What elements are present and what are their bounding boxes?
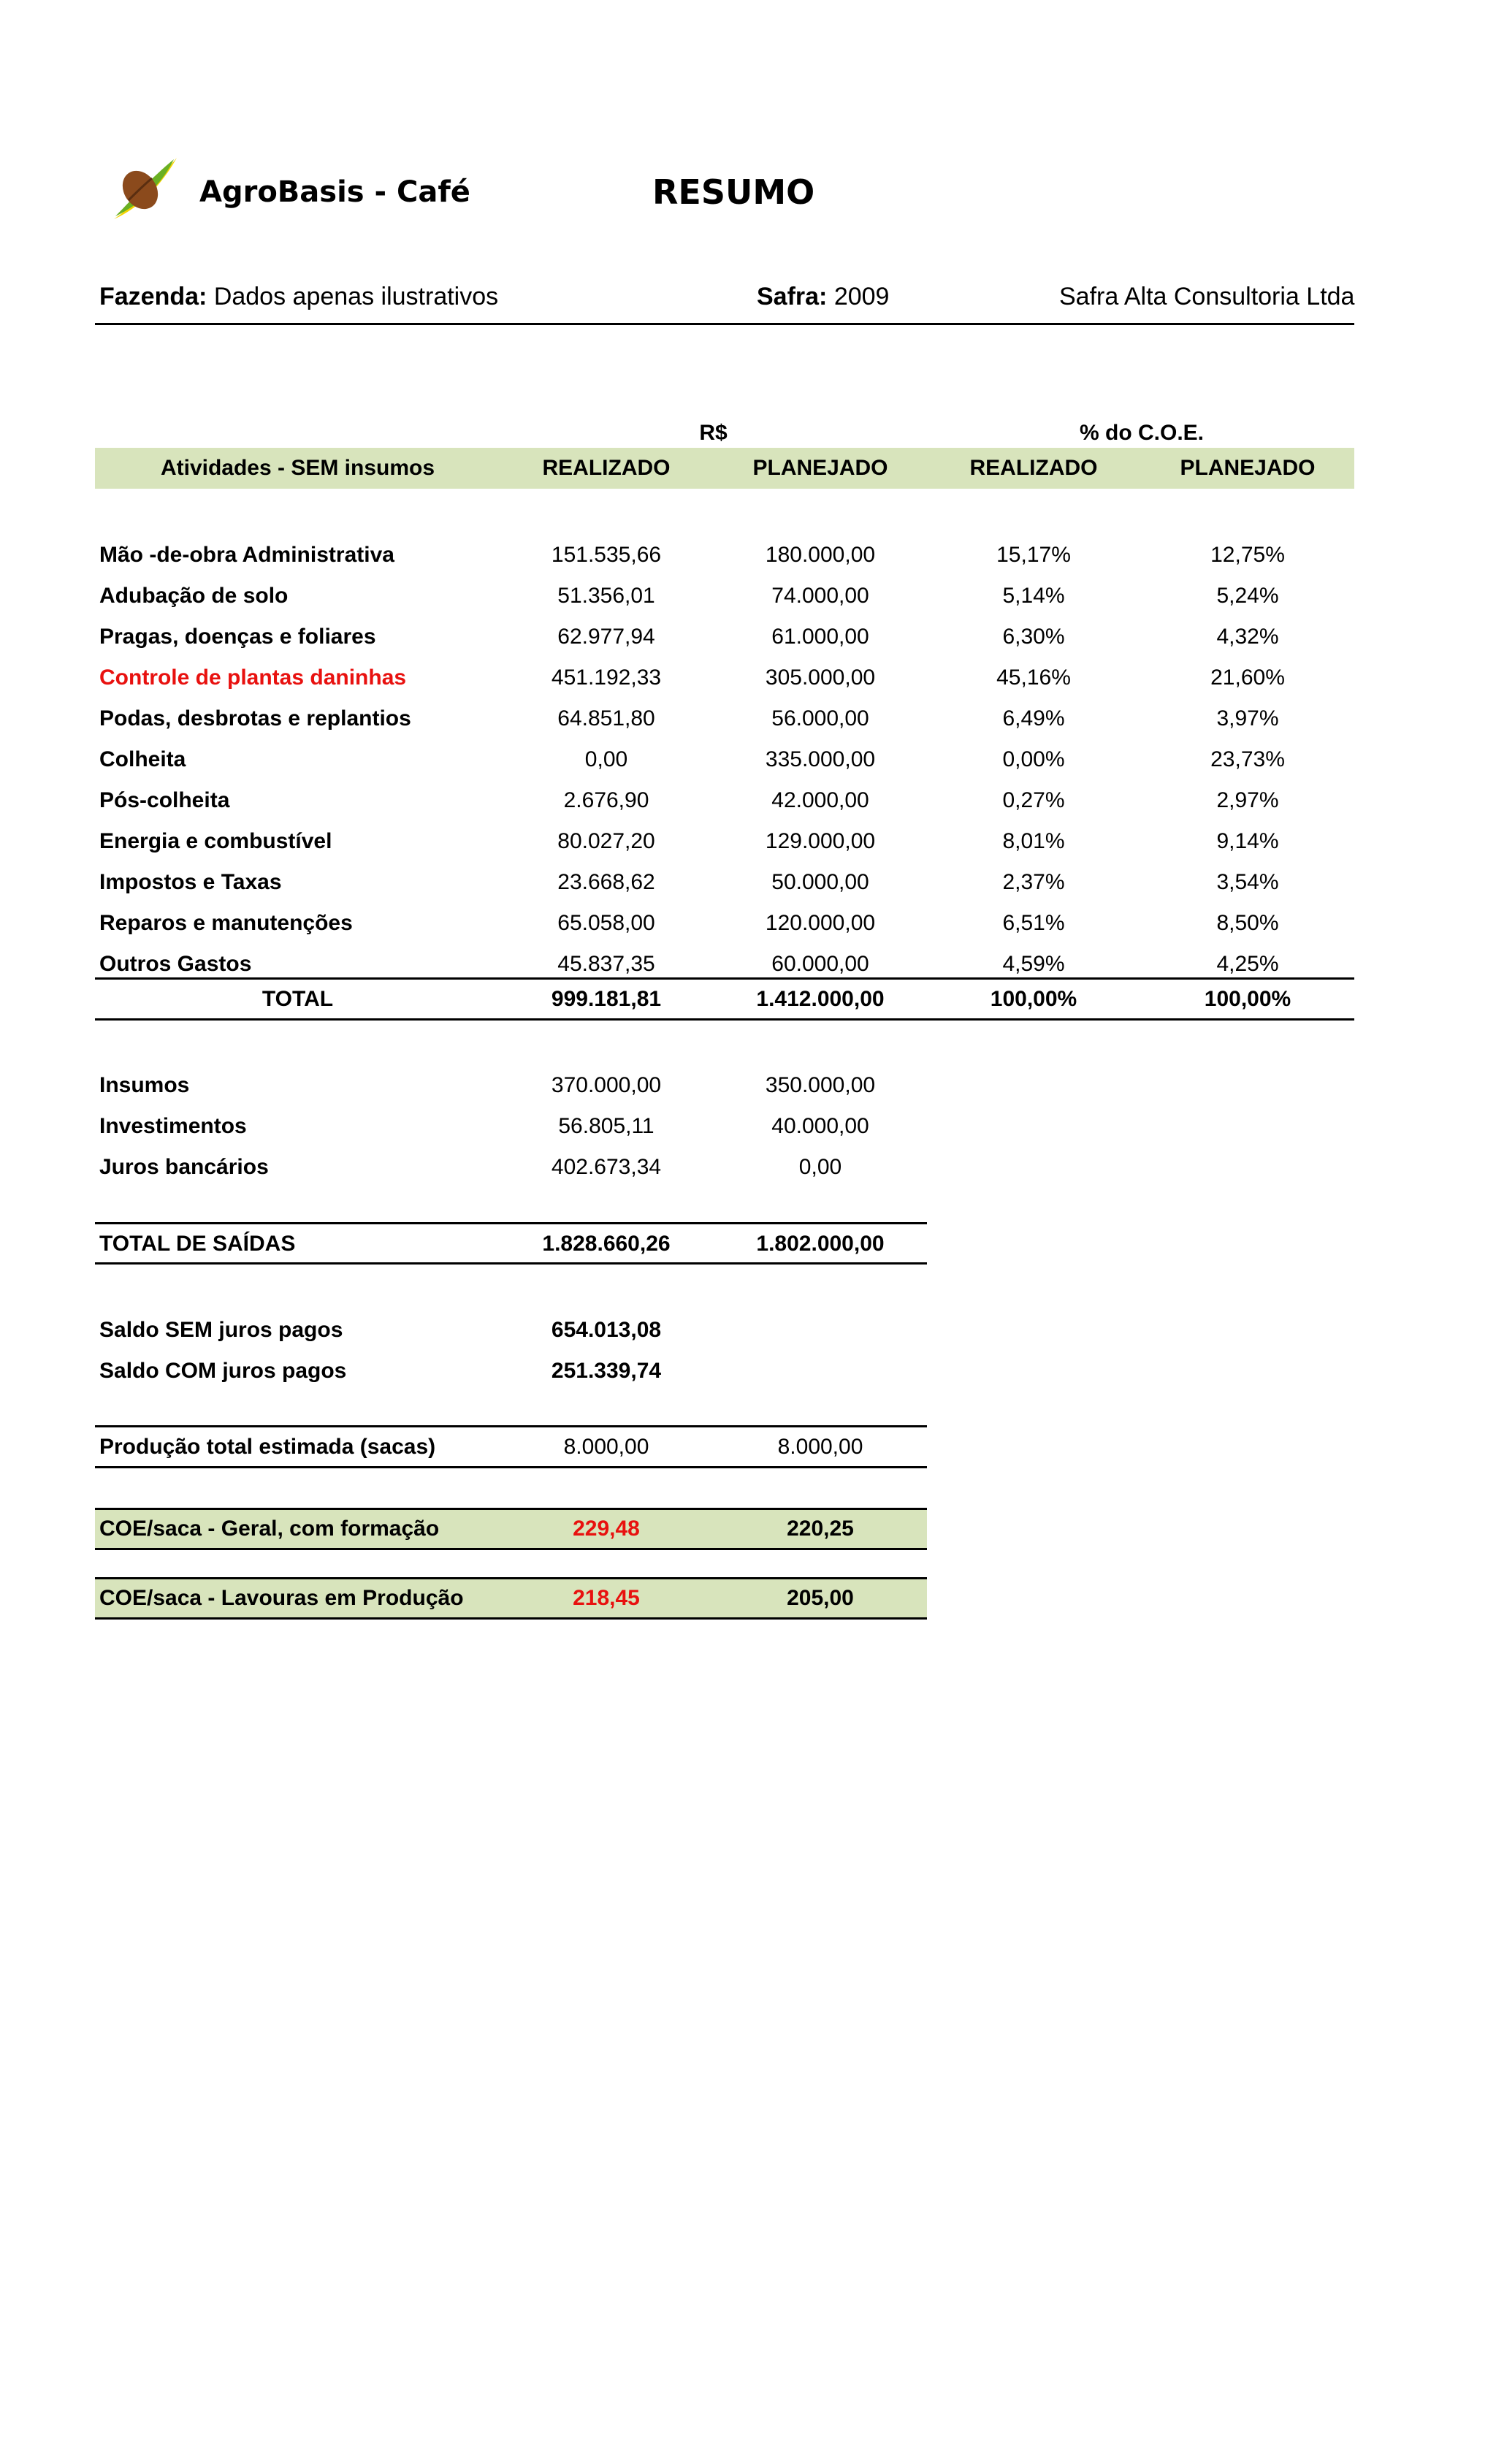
safra-field — [757, 283, 889, 311]
coe-lavouras-planejado: 205,00 — [787, 1586, 854, 1610]
fazenda-field — [99, 283, 498, 311]
row-pct-planejado: 12,75% — [1210, 543, 1285, 567]
row-pct-realizado: 0,00% — [1002, 747, 1065, 771]
group-rs-header: R$ — [699, 421, 728, 445]
row-label: Outros Gastos — [99, 952, 252, 976]
producao-top-line — [95, 1425, 927, 1427]
row-pct-realizado: 6,30% — [1002, 625, 1065, 649]
row-pct-planejado: 4,25% — [1216, 952, 1279, 976]
row-planejado: 129.000,00 — [765, 829, 876, 853]
other-planejado: 40.000,00 — [771, 1114, 869, 1138]
coe-geral-planejado: 220,25 — [787, 1517, 854, 1541]
row-pct-planejado: 3,54% — [1216, 870, 1279, 894]
row-realizado: 45.837,35 — [557, 952, 655, 976]
row-label: Reparos e manutenções — [99, 911, 353, 935]
coe-lavouras-top-line — [95, 1577, 927, 1579]
header-divider — [95, 323, 1354, 325]
total-label: TOTAL — [262, 987, 334, 1011]
row-realizado: 80.027,20 — [557, 829, 655, 853]
row-label: Mão -de-obra Administrativa — [99, 543, 394, 567]
row-realizado: 62.977,94 — [557, 625, 655, 649]
other-label: Juros bancários — [99, 1155, 269, 1179]
other-realizado: 56.805,11 — [558, 1114, 654, 1138]
row-pct-realizado: 5,14% — [1002, 584, 1065, 608]
total-realizado: 999.181,81 — [551, 987, 662, 1011]
row-label: Impostos e Taxas — [99, 870, 282, 894]
col-pct-realizado-header: REALIZADO — [969, 456, 1098, 480]
row-pct-realizado: 0,27% — [1002, 788, 1065, 812]
producao-label: Produção total estimada (sacas) — [99, 1435, 436, 1459]
row-pct-planejado: 5,24% — [1216, 584, 1279, 608]
other-realizado: 402.673,34 — [551, 1155, 662, 1179]
col-activity-header: Atividades - SEM insumos — [160, 456, 435, 480]
col-realizado-header: REALIZADO — [542, 456, 671, 480]
row-realizado: 451.192,33 — [551, 665, 662, 690]
other-label: Investimentos — [99, 1114, 247, 1138]
row-planejado: 305.000,00 — [765, 665, 876, 690]
other-planejado: 0,00 — [798, 1155, 842, 1179]
page-title: RESUMO — [652, 172, 815, 212]
total-saidas-realizado: 1.828.660,26 — [542, 1232, 671, 1256]
row-pct-realizado: 6,49% — [1002, 706, 1065, 731]
row-label: Energia e combustível — [99, 829, 332, 853]
row-pct-realizado: 15,17% — [996, 543, 1071, 567]
row-pct-realizado: 45,16% — [996, 665, 1071, 690]
group-pct-header: % do C.O.E. — [1079, 421, 1204, 445]
coe-lavouras-label: COE/saca - Lavouras em Produção — [99, 1586, 464, 1610]
row-label: Podas, desbrotas e replantios — [99, 706, 411, 731]
row-pct-planejado: 23,73% — [1210, 747, 1285, 771]
row-pct-realizado: 6,51% — [1002, 911, 1065, 935]
row-planejado: 180.000,00 — [765, 543, 876, 567]
brand-name: AgroBasis - Café — [199, 175, 470, 209]
row-realizado: 151.535,66 — [551, 543, 662, 567]
safra-label: Safra: — [757, 283, 828, 310]
other-label: Insumos — [99, 1073, 190, 1097]
row-realizado: 64.851,80 — [557, 706, 655, 731]
coe-geral-realizado: 229,48 — [573, 1517, 640, 1541]
row-pct-realizado: 2,37% — [1002, 870, 1065, 894]
row-label-highlight: Controle de plantas daninhas — [99, 665, 407, 690]
saidas-bottom-line — [95, 1262, 927, 1265]
row-pct-planejado: 21,60% — [1210, 665, 1285, 690]
other-planejado: 350.000,00 — [765, 1073, 876, 1097]
row-label: Pós-colheita — [99, 788, 230, 812]
col-planejado-header: PLANEJADO — [752, 456, 888, 480]
company-name: Safra Alta Consultoria Ltda — [1059, 283, 1355, 310]
saidas-top-line — [95, 1222, 927, 1224]
total-saidas-label: TOTAL DE SAÍDAS — [99, 1232, 296, 1256]
producao-planejado: 8.000,00 — [777, 1435, 863, 1459]
producao-bottom-line — [95, 1466, 927, 1468]
row-planejado: 42.000,00 — [771, 788, 869, 812]
row-realizado: 0,00 — [584, 747, 628, 771]
total-top-line — [95, 977, 1354, 980]
total-saidas-planejado: 1.802.000,00 — [756, 1232, 885, 1256]
row-pct-planejado: 8,50% — [1216, 911, 1279, 935]
row-planejado: 50.000,00 — [771, 870, 869, 894]
row-pct-planejado: 4,32% — [1216, 625, 1279, 649]
row-planejado: 74.000,00 — [771, 584, 869, 608]
total-bottom-line — [95, 1018, 1354, 1021]
row-pct-realizado: 8,01% — [1002, 829, 1065, 853]
saldo-label: Saldo COM juros pagos — [99, 1359, 347, 1383]
row-realizado: 23.668,62 — [557, 870, 655, 894]
row-realizado: 65.058,00 — [557, 911, 655, 935]
row-planejado: 120.000,00 — [765, 911, 876, 935]
coe-geral-label: COE/saca - Geral, com formação — [99, 1517, 440, 1541]
row-pct-planejado: 3,97% — [1216, 706, 1279, 731]
safra-value: 2009 — [833, 283, 890, 310]
row-planejado: 335.000,00 — [765, 747, 876, 771]
row-planejado: 60.000,00 — [771, 952, 869, 976]
producao-realizado: 8.000,00 — [563, 1435, 649, 1459]
row-pct-planejado: 2,97% — [1216, 788, 1279, 812]
row-label: Adubação de solo — [99, 584, 289, 608]
row-realizado: 51.356,01 — [557, 584, 655, 608]
coe-geral-bottom-line — [95, 1548, 927, 1550]
col-pct-planejado-header: PLANEJADO — [1180, 456, 1316, 480]
row-pct-realizado: 4,59% — [1002, 952, 1065, 976]
row-pct-planejado: 9,14% — [1216, 829, 1279, 853]
saldo-value: 251.339,74 — [551, 1359, 662, 1383]
fazenda-label: Fazenda: — [99, 283, 207, 310]
row-planejado: 61.000,00 — [771, 625, 869, 649]
saldo-value: 654.013,08 — [551, 1318, 662, 1342]
coe-lavouras-realizado: 218,45 — [573, 1586, 640, 1610]
fazenda-value: Dados apenas ilustrativos — [213, 283, 499, 310]
total-planejado: 1.412.000,00 — [756, 987, 885, 1011]
row-label: Colheita — [99, 747, 186, 771]
agrobasis-logo-icon — [111, 155, 178, 222]
coe-geral-top-line — [95, 1508, 927, 1510]
saldo-label: Saldo SEM juros pagos — [99, 1318, 343, 1342]
row-realizado: 2.676,90 — [563, 788, 649, 812]
row-planejado: 56.000,00 — [771, 706, 869, 731]
total-pct-planejado: 100,00% — [1204, 987, 1291, 1011]
coe-lavouras-bottom-line — [95, 1617, 927, 1620]
row-label: Pragas, doenças e foliares — [99, 625, 376, 649]
other-realizado: 370.000,00 — [551, 1073, 662, 1097]
total-pct-realizado: 100,00% — [990, 987, 1077, 1011]
